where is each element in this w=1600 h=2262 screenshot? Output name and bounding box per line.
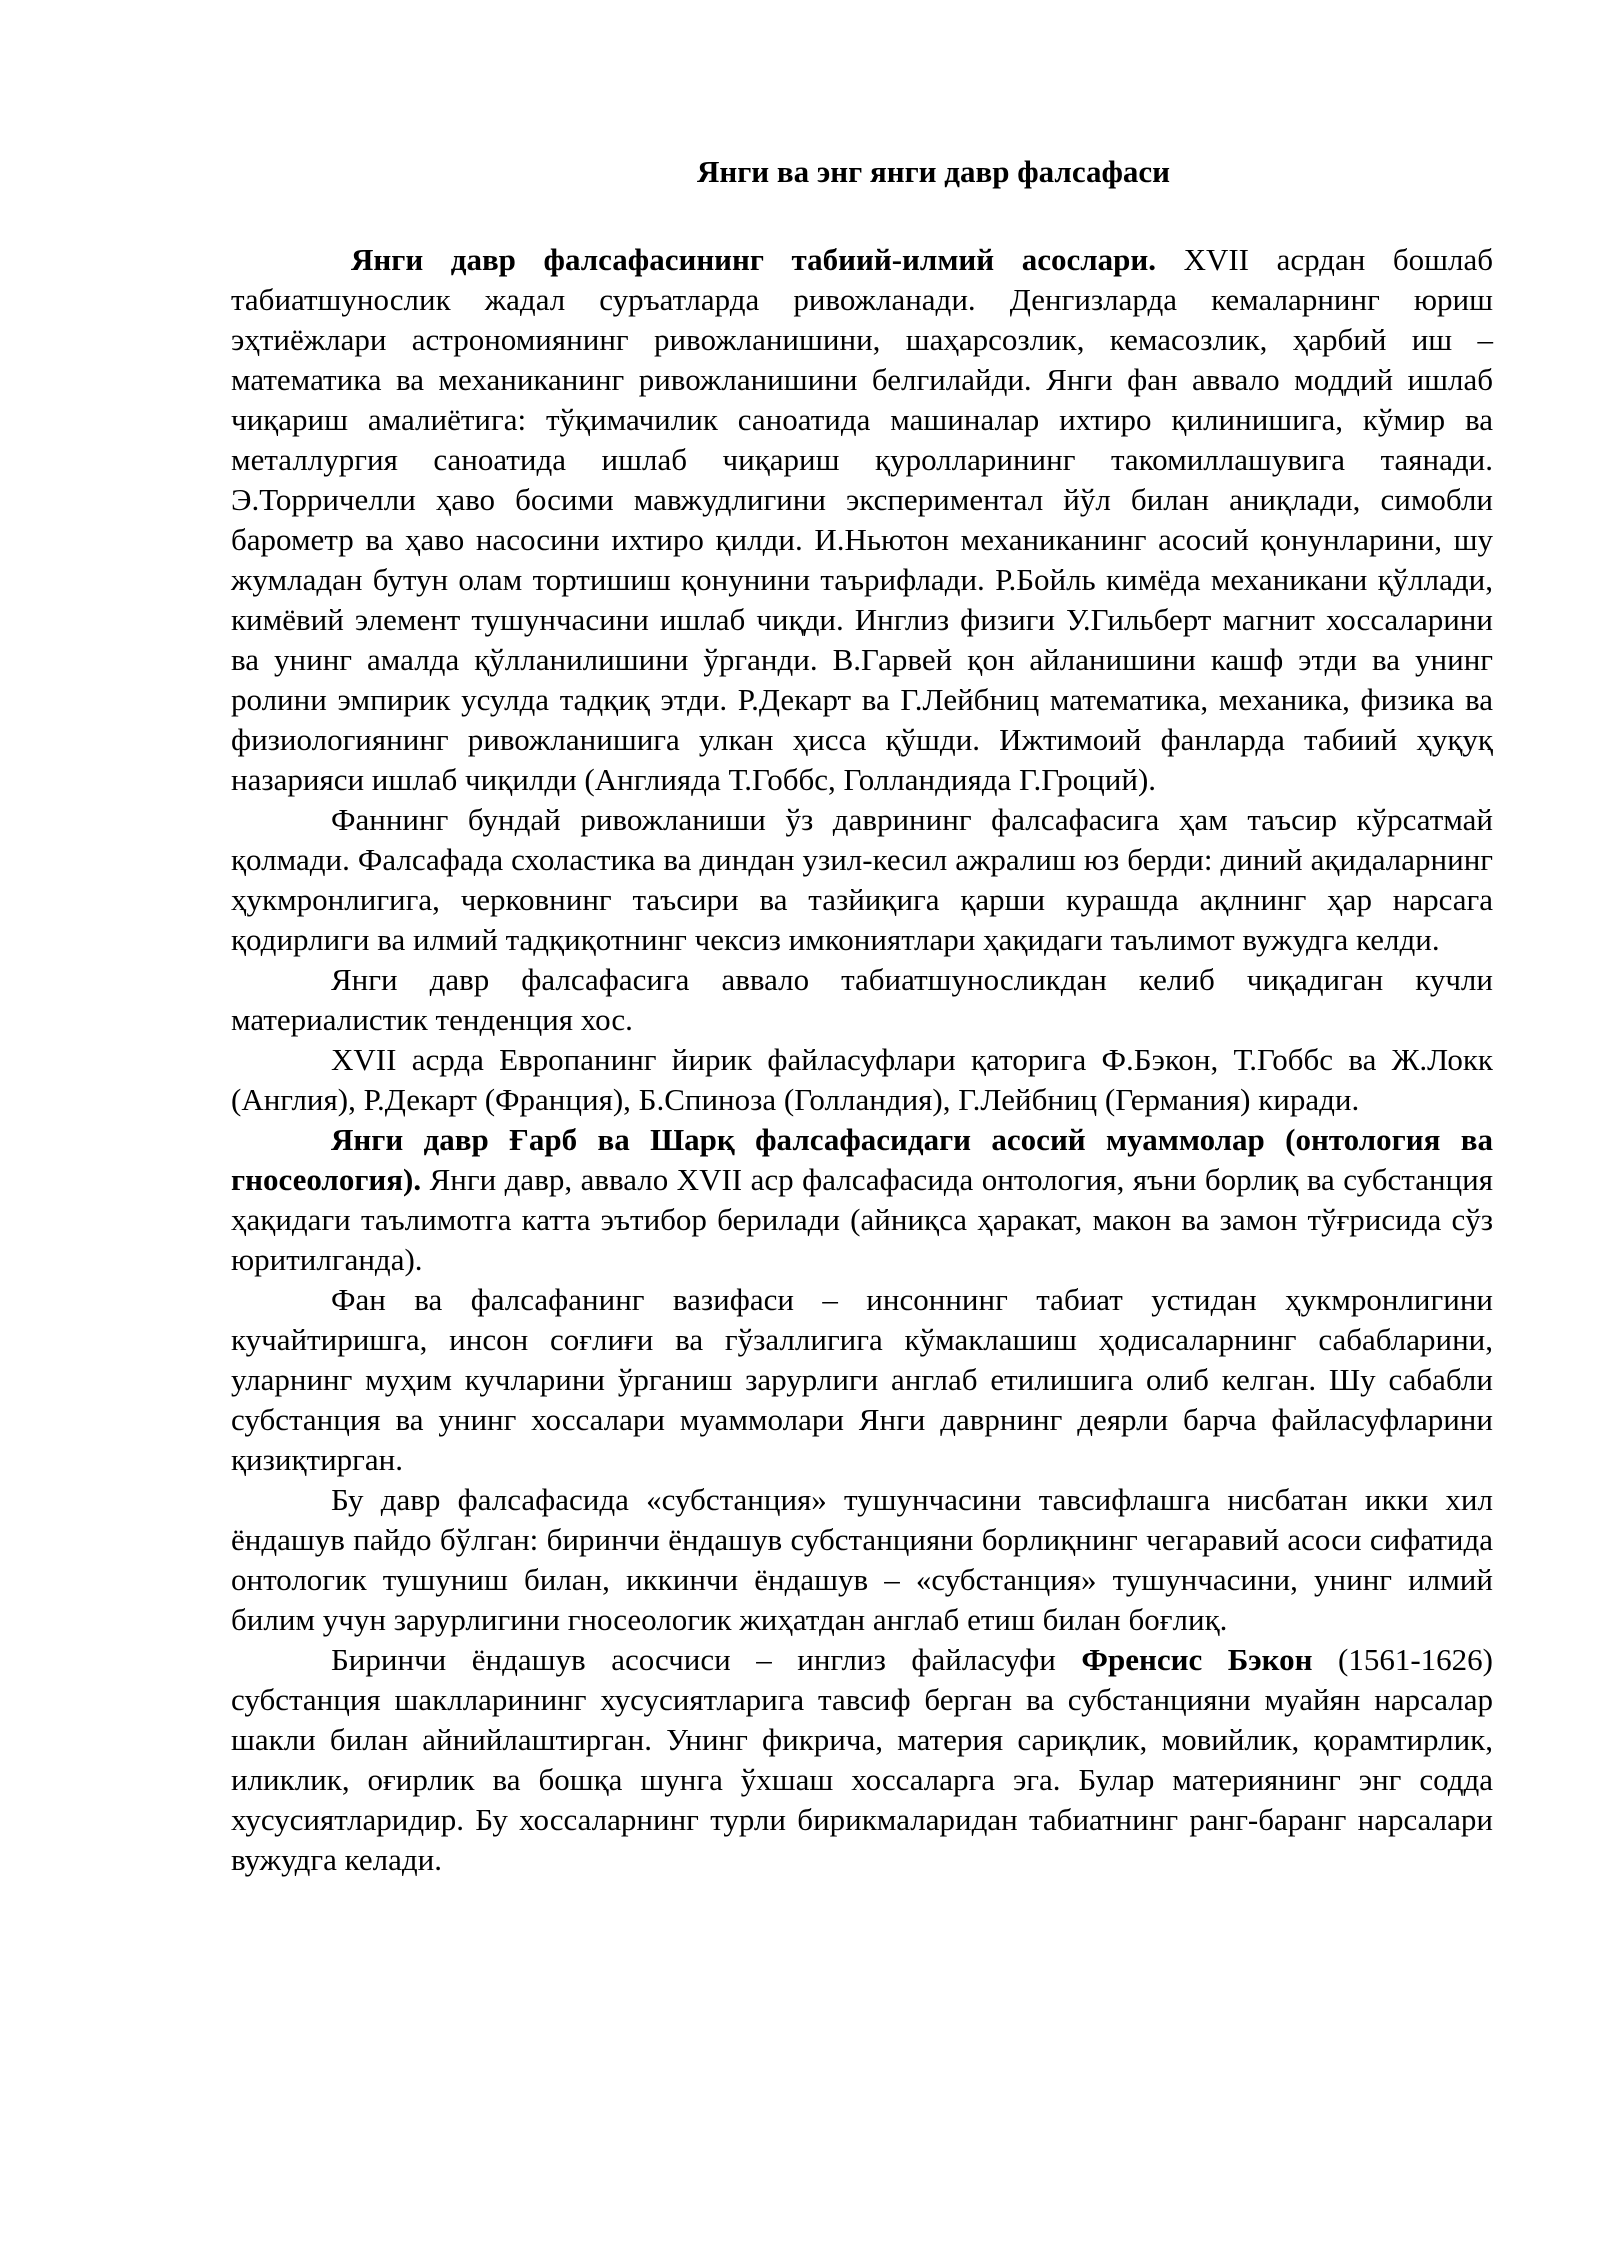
section-heading-ontology: Янги давр Ғарб ва Шарқ фалсафасидаги асосий муаммолар (онтология ва гносеология).	[231, 1122, 1493, 1197]
document-title: Янги ва энг янги давр фалсафаси	[696, 154, 1171, 189]
paragraph-science-influence	[231, 800, 1493, 960]
paragraph-text: Бу давр фалсафасида «субстанция» тушунчасини тавсифлашга нисбатан икки хил ёндашув пайдо бўлган: биринчи ёндашув субстанцияни борлиқнинг чегаравий асоси сифатида онтологик тушуниш билан, иккинчи ёндашув – «субстанция» тушунчасини, унинг илмий билим учун зарурлигини гносеологик жиҳатдан англаб етиш билан боғлиқ.	[231, 1482, 1493, 1637]
paragraph-text: Фан ва фалсафанинг вазифаси – инсоннинг табиат устидан ҳукмронлигини кучайтиришга, инсон соғлиғи ва гўзаллигига кўмаклашиш ҳодисаларнинг сабабларини, уларнинг муҳим кучларини ўрганиш зарурлиги англаб етилишига олиб келган. Шу сабабли субстанция ва унинг хоссалари муаммолари Янги даврнинг деярли барча файласуфларини қизиқтирган.	[231, 1282, 1493, 1477]
paragraph-text: Янги давр фалсафасига аввало табиатшуносликдан келиб чиқадиган кучли материалистик тенденция хос.	[231, 962, 1493, 1037]
paragraph-major-philosophers	[231, 1040, 1493, 1120]
paragraph-text: (1561-1626) субстанция шаклларининг хусусиятларига тавсиф берган ва субстанцияни муайян нарсалар шакли билан айнийлаштирган. Унинг фикрича, материя сариқлик, мовийлик, қорамтирлик, иликлик, оғирлик ва бошқа шунга ўхшаш хоссаларга эга. Булар материянинг энг содда хусусиятларидир. Бу хоссаларнинг турли бирикмаларидан табиатнинг ранг-баранг нарсалари вужудга келади.	[231, 1642, 1493, 1877]
paragraph-text: Фаннинг бундай ривожланиши ўз даврининг фалсафасига ҳам таъсир кўрсатмай қолмади. Фалсафада схоластика ва диндан узил-кесил ажралиш юз берди: диний ақидаларнинг ҳукмронлигига, черковнинг таъсири ва тазйиқига қарши курашда ақлнинг ҳар нарсага қодирлиги ва илмий тадқиқотнинг чексиз имкониятлари ҳақидаги таълимот вужудга келди.	[231, 802, 1493, 957]
paragraph-substance-approaches	[231, 1480, 1493, 1640]
section-heading-natural-science: Янги давр фалсафасининг табиий-илмий асослари.	[351, 242, 1156, 277]
paragraph-natural-science-foundations	[231, 240, 1493, 800]
paragraph-text: Янги давр, аввало XVII аср фалсафасида онтология, яъни борлиқ ва субстанция ҳақидаги таълимотга катта эътибор берилади (айниқса ҳаракат, макон ва замон тўғрисида сўз юритилганда).	[231, 1162, 1493, 1277]
paragraph-text: XVII асрдан бошлаб табиатшунослик жадал суръатларда ривожланади. Денгизларда кемаларнинг юриш эҳтиёжлари астрономиянинг ривожланишини, шаҳарсозлик, кемасозлик, ҳарбий иш – математика ва механиканинг ривожланишини белгилайди. Янги фан аввало моддий ишлаб чиқариш амалиётига: тўқимачилик саноатида машиналар ихтиро қилинишига, кўмир ва металлургия саноатида ишлаб чиқариш қуролларининг такомиллашувига таянади. Э.Торричелли ҳаво босими мавжудлигини экспериментал йўл билан аниқлади, симобли барометр ва ҳаво насосини ихтиро қилди. И.Ньютон механиканинг асосий қонунларини, шу жумладан бутун олам тортишиш қонунини таърифлади. Р.Бойль кимёда механикани қўллади, кимёвий элемент тушунчасини ишлаб чиқди. Инглиз физиги У.Гильберт магнит хоссаларини ва унинг амалда қўлланилишини ўрганди. В.Гарвей қон айланишини кашф этди ва унинг ролини эмпирик усулда тадқиқ этди. Р.Декарт ва Г.Лейбниц математика, механика, физика ва физиологиянинг ривожланишига улкан ҳисса қўшди. Ижтимоий фанларда табиий ҳуқуқ назарияси ишлаб чиқилди (Англияда Т.Гоббс, Голландияда Г.Гроций).	[231, 242, 1494, 797]
paragraph-francis-bacon	[231, 1640, 1493, 1880]
paragraph-ontology-gnoseology	[231, 1120, 1493, 1280]
person-name-bold: Френсис Бэкон	[1081, 1642, 1313, 1677]
document-body	[231, 240, 1493, 1880]
document-page	[231, 0, 1493, 1880]
paragraph-materialist-tendency	[231, 960, 1493, 1040]
paragraph-text: XVII асрда Европанинг йирик файласуфлари қаторига Ф.Бэкон, Т.Гоббс ва Ж.Локк (Англия), Р.Декарт (Франция), Б.Спиноза (Голландия), Г.Лейбниц (Германия) киради.	[231, 1042, 1493, 1117]
paragraph-text: Биринчи ёндашув асосчиси – инглиз файласуфи	[331, 1642, 1082, 1677]
paragraph-task-of-science	[231, 1280, 1493, 1480]
